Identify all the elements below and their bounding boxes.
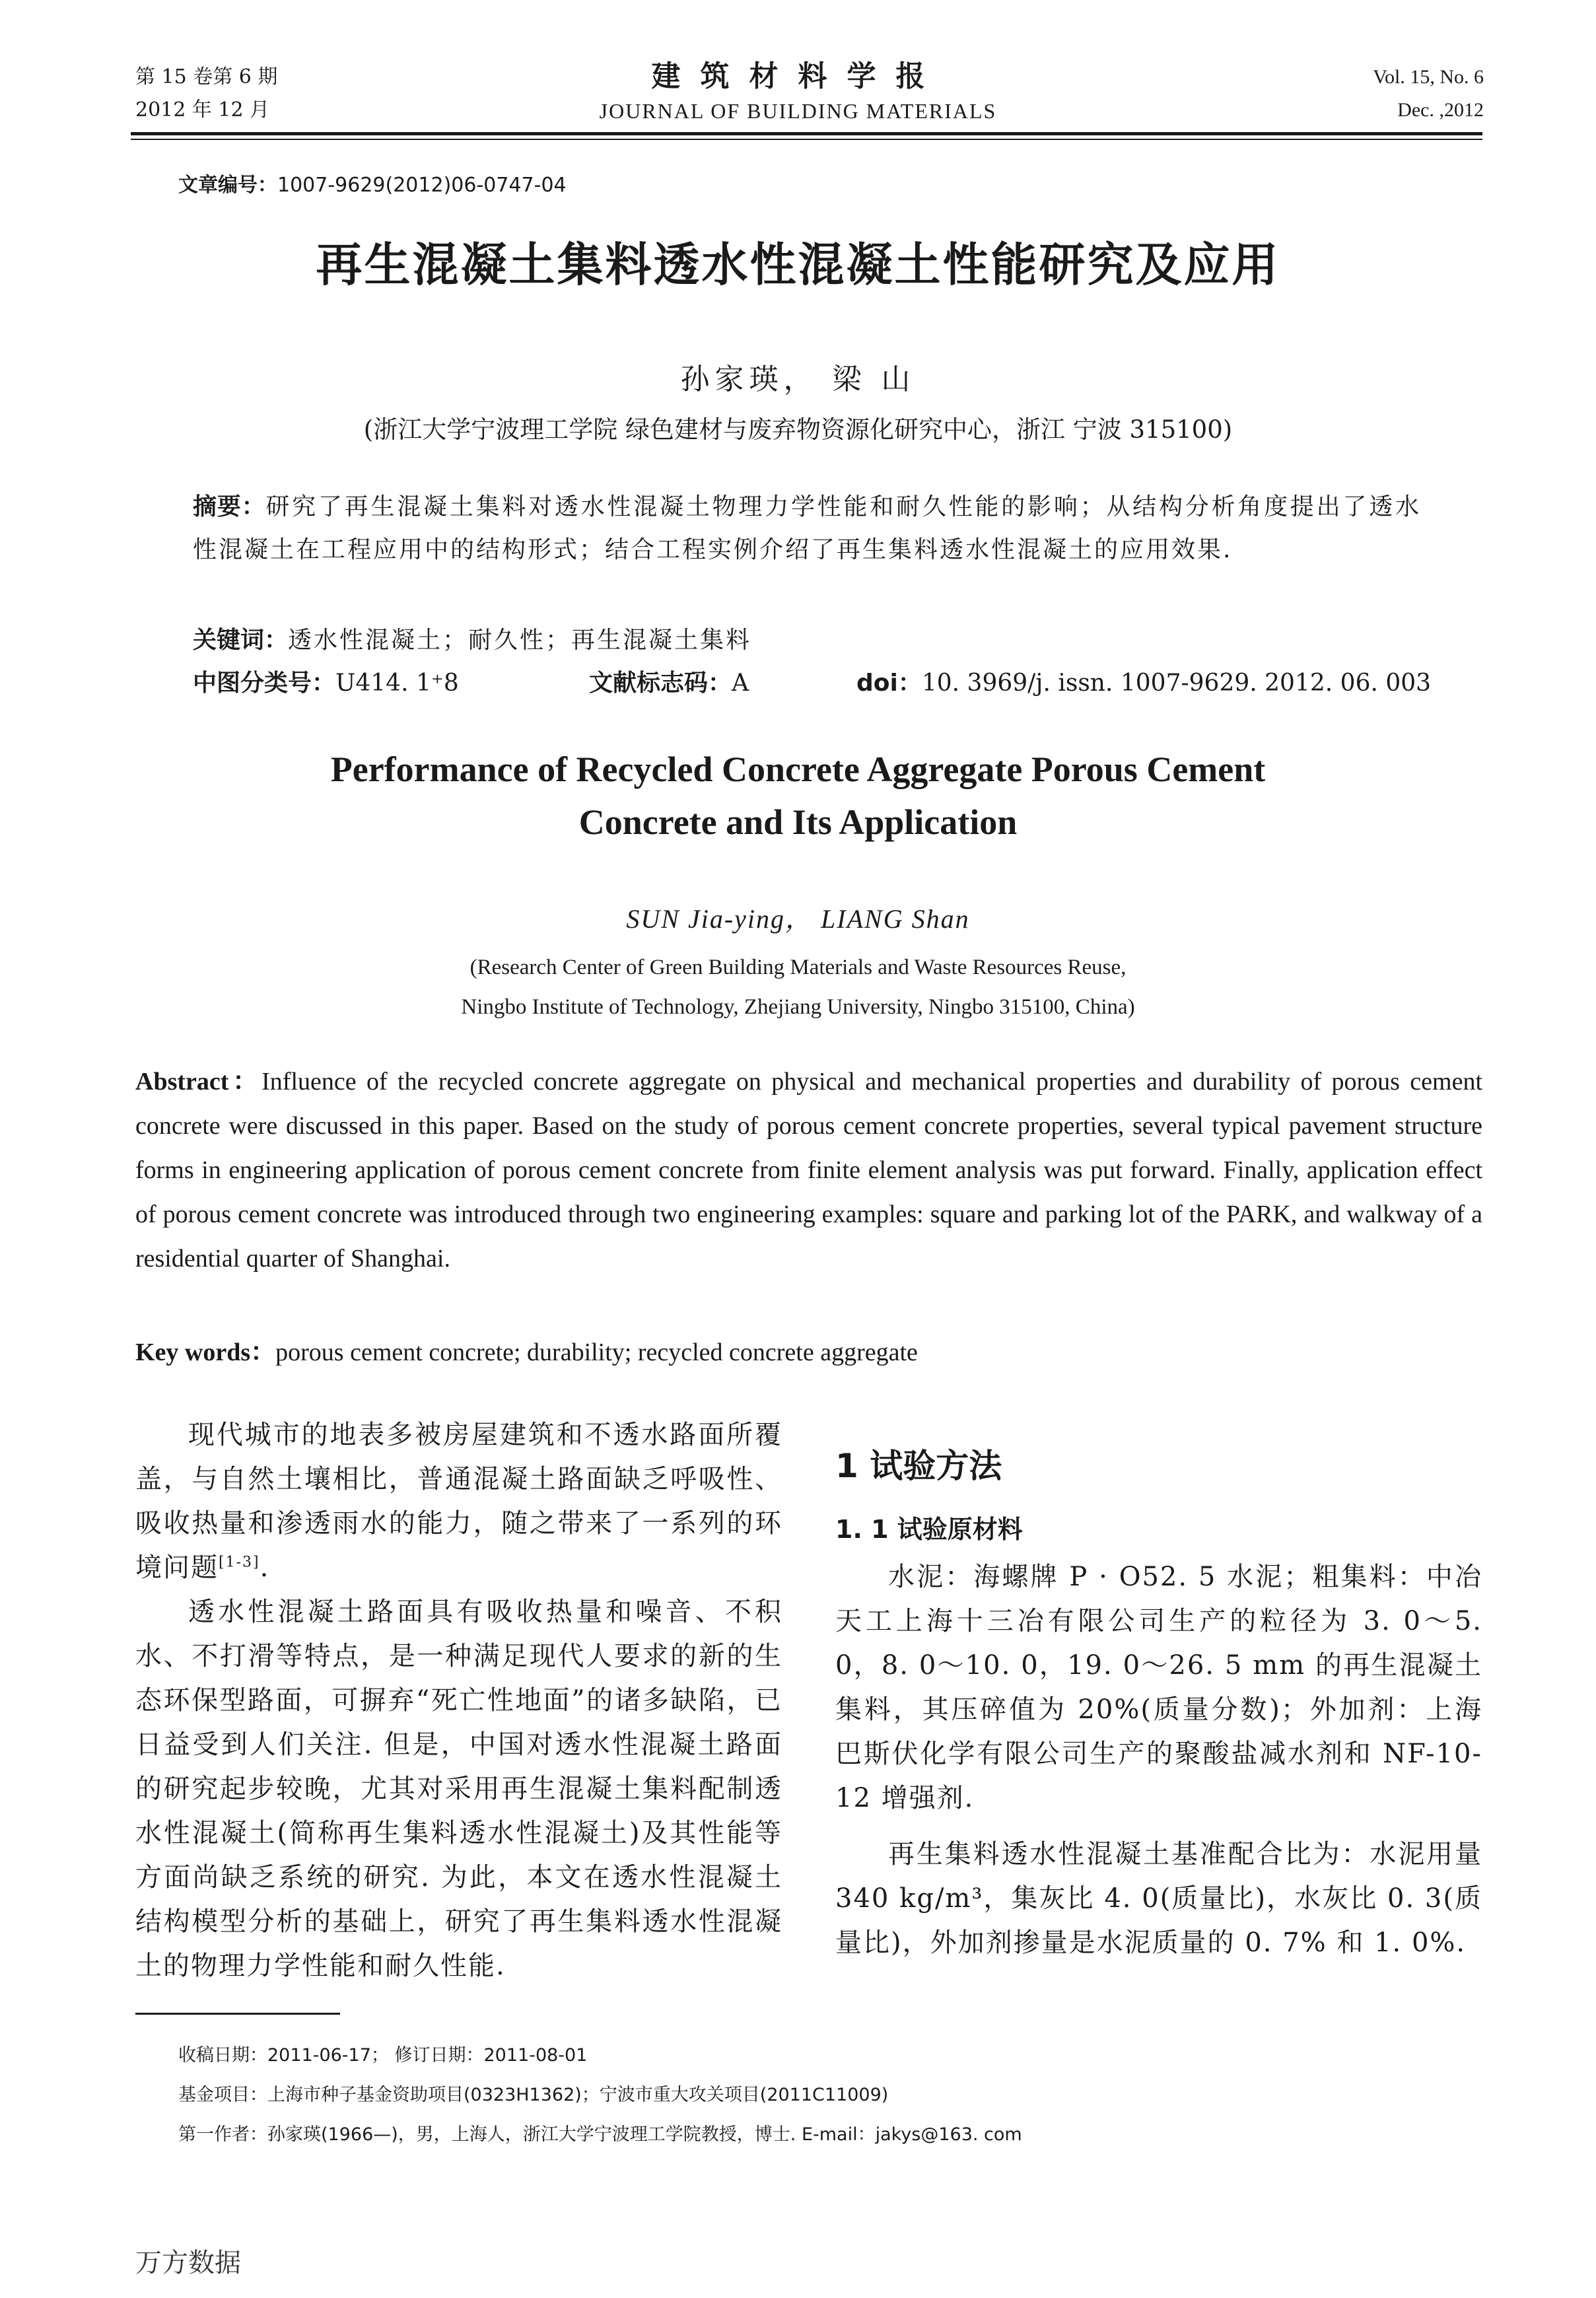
keywords-en-text: porous cement concrete; durability; recycled concrete aggregate (275, 1339, 918, 1366)
volume-en: Vol. 15, No. 6 (1373, 66, 1484, 88)
header-rule-thick (131, 132, 1482, 135)
affiliation-cn: (浙江大学宁波理工学院 绿色建材与废弃物资源化研究中心，浙江 宁波 315100) (363, 415, 1233, 444)
citation-ref: [1-3] (219, 1554, 260, 1571)
paper-title-en (0, 743, 1596, 849)
journal-title-en: JOURNAL OF BUILDING MATERIALS (599, 99, 997, 123)
watermark: 万方数据 (135, 2248, 241, 2278)
body-left-column (135, 1413, 782, 1988)
date-cn: 2012 年 12 月 (135, 98, 270, 122)
journal-header (0, 57, 1596, 125)
article-number-label: 文章编号： (178, 174, 277, 197)
intro-paragraph-2: 透水性混凝土路面具有吸收热量和噪音、不积水、不打滑等特点，是一种满足现代人要求的新的生态环保型路面，可摒弃“死亡性地面”的诸多缺陷，已日益受到人们关注. 但是，中国对透水性混凝土路面的研究起步较晚，尤其对采用再生混凝土集料配制透水性混凝土(简称再生集料透水性混凝土)及其性能等方面尚缺乏系统的研究. 为此，本文在透水性混凝土结构模型分析的基础上，研究了再生集料透水性混凝土的物理力学性能和耐久性能. (135, 1597, 782, 1981)
materials-paragraph: 水泥：海螺牌 P · O52. 5 水泥；粗集料：中冶天工上海十三冶有限公司生产的粒径为 3. 0～5. 0，8. 0～10. 0，19. 0～26. 5 mm 的再生混凝土集料，其压碎值为 20%(质量分数)；外加剂：上海巴斯伏化学有限公司生产的聚酸盐减水剂和 NF-10-12 增强剂. (835, 1562, 1482, 1813)
keywords-en (135, 1331, 918, 1375)
clc-code: 中图分类号：U414. 1⁺8 (193, 670, 459, 697)
abstract-en (135, 1060, 1482, 1281)
footnote-author: 第一作者：孙家瑛(1966—)，男，上海人，浙江大学宁波理工学院教授，博士. E-mail：jakys@163. com (178, 2124, 1022, 2145)
footnote-received: 收稿日期：2011-06-17； 修订日期：2011-08-01 (178, 2045, 588, 2066)
authors-en: SUN Jia-ying， LIANG Shan (626, 904, 970, 934)
date-en: Dec. ,2012 (1397, 99, 1484, 121)
authors-cn: 孙家瑛， 梁 山 (680, 363, 916, 396)
mix-ratio-paragraph: 再生集料透水性混凝土基准配合比为：水泥用量 340 kg/m³，集灰比 4. 0(质量比)，水灰比 0. 3(质量比)，外加剂掺量是水泥质量的 0. 7% 和 1. 0%. (835, 1839, 1482, 1958)
keywords-en-label: Key words： (135, 1339, 276, 1366)
subsection-heading: 1. 1 试验原材料 (835, 1515, 1023, 1544)
paper-title-en-line1: Performance of Recycled Concrete Aggregate Porous Cement (330, 749, 1266, 789)
paper-title-en-line2: Concrete and Its Application (578, 802, 1018, 842)
abstract-cn (193, 485, 1421, 571)
header-rule-thin (131, 139, 1482, 140)
doi: doi：10. 3969/j. issn. 1007-9629. 2012. 06. 003 (856, 670, 1432, 697)
footnote-fund: 基金项目：上海市种子基金资助项目(0323H1362)；宁波市重大攻关项目(2011C11009) (178, 2085, 889, 2105)
abstract-cn-label: 摘要： (193, 493, 266, 520)
section-heading: 1 试验方法 (835, 1447, 1002, 1485)
affiliation-en (0, 948, 1596, 1027)
document-code: 文献标志码：A (589, 670, 749, 697)
keywords-cn-label: 关键词： (193, 627, 289, 654)
affiliation-en-line2: Ningbo Institute of Technology, Zhejiang University, Ningbo 315100, China) (461, 995, 1135, 1019)
article-number (178, 168, 567, 197)
journal-title-cn: 建筑材料学报 (651, 59, 945, 93)
keywords-cn (193, 621, 751, 660)
body-right-column (835, 1555, 1482, 1965)
article-number-value: 1007-9629(2012)06-0747-04 (277, 174, 567, 197)
volume-cn: 第 15 卷第 6 期 (135, 65, 278, 88)
header-volume-info-en (1373, 61, 1484, 127)
abstract-en-label: Abstract： (135, 1068, 262, 1096)
abstract-en-text: Influence of the recycled concrete aggregate on physical and mechanical properties and durability of porous cement concrete were discussed in this paper. Based on the study of porous cement concrete properties, several typical pavement structure forms in engineering application of porous cement concrete from finite element analysis was put forward. Finally, application effect of porous cement concrete was introduced through two engineering examples: square and parking lot of the PARK, and walkway of a residential quarter of Shanghai. (135, 1068, 1483, 1272)
paper-title-cn: 再生混凝土集料透水性混凝土性能研究及应用 (316, 238, 1280, 292)
keywords-cn-text: 透水性混凝土；耐久性；再生混凝土集料 (288, 627, 752, 654)
intro-paragraph-1: 现代城市的地表多被房屋建筑和不透水路面所覆盖，与自然土壤相比，普通混凝土路面缺乏呼吸性、吸收热量和渗透雨水的能力，随之带来了一系列的环境问题[1-3]. (135, 1420, 782, 1583)
affiliation-en-line1: (Research Center of Green Building Materials and Waste Resources Reuse, (469, 956, 1127, 979)
abstract-cn-text: 研究了再生混凝土集料对透水性混凝土物理力学性能和耐久性能的影响；从结构分析角度提出了透水性混凝土在工程应用中的结构形式；结合工程实例介绍了再生集料透水性混凝土的应用效果. (193, 493, 1421, 563)
footnote-rule (135, 2013, 340, 2015)
